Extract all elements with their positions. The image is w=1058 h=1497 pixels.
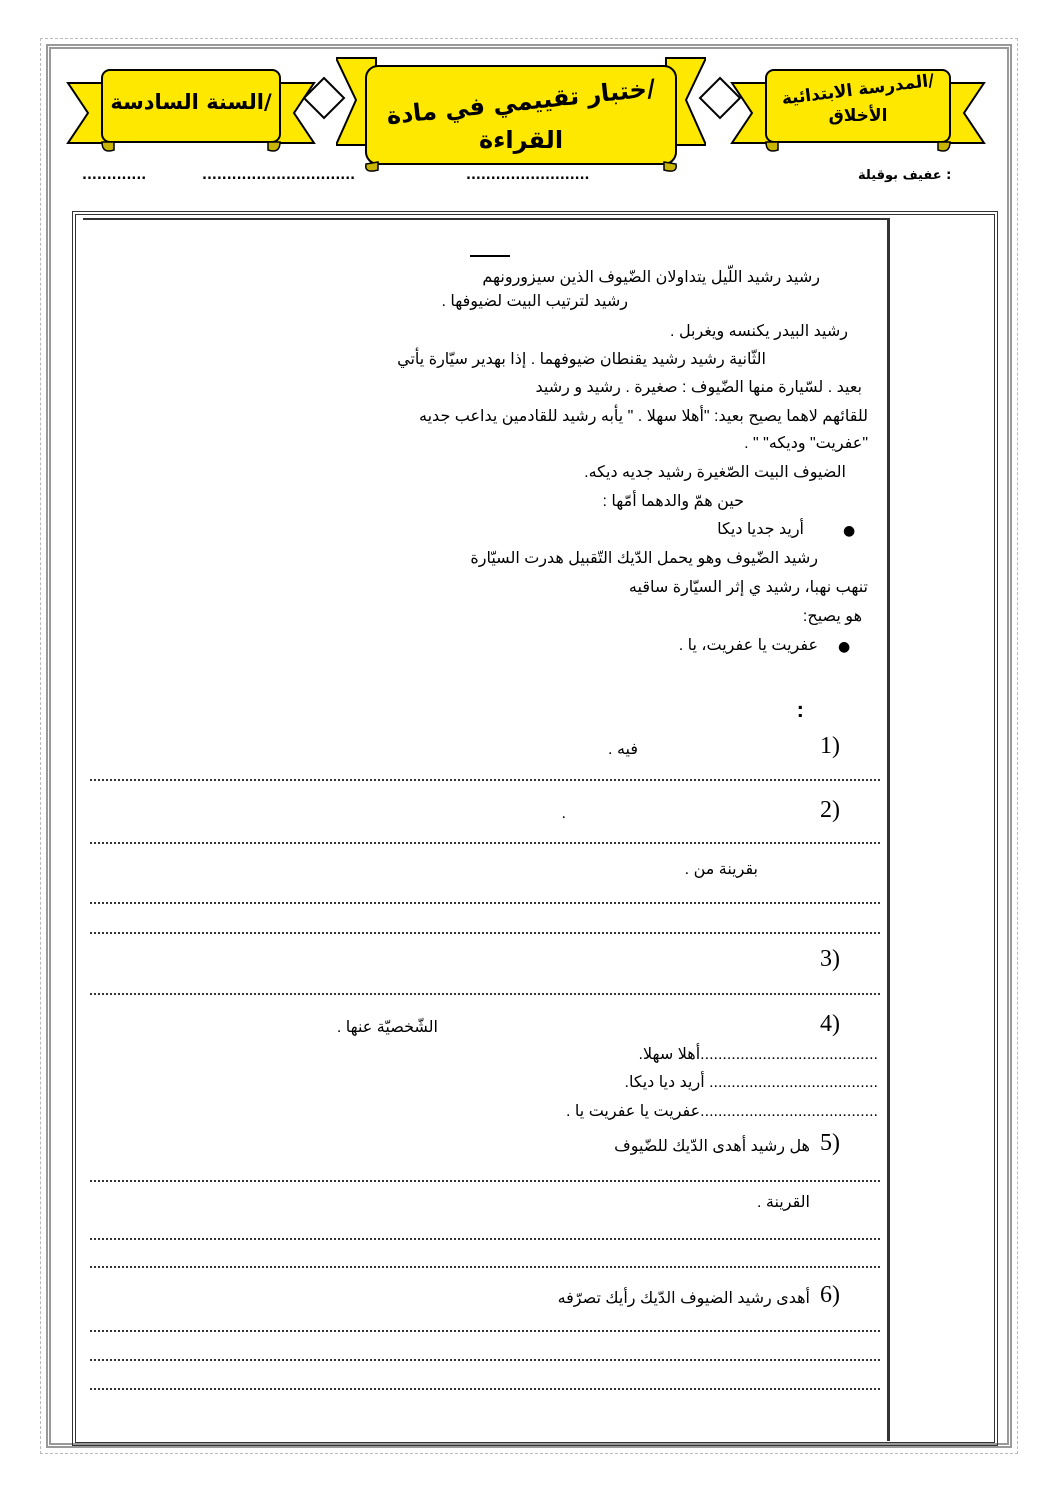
reading-line-7: "عفريت" وديكه" " .: [744, 435, 868, 452]
exam-title-line1: /ختبار تقييمي في مادة: [385, 73, 657, 131]
q4-item-c[interactable]: ........................................عفريت يا عفريت يا .: [566, 1103, 878, 1120]
q2-answer-line-3[interactable]: [90, 928, 880, 934]
reading-line-13: هو يصيح:: [802, 608, 862, 625]
school-banner-line1: /المدرسة الابتدائية: [780, 70, 936, 110]
q3-number: 3): [820, 946, 840, 972]
reading-line-9: حين همّ والدهما أمّها :: [602, 493, 744, 510]
q5-text: هل رشيد أهدى الدّيك للضّيوف: [614, 1138, 810, 1155]
q2-subtext: بقرينة من .: [684, 861, 758, 878]
reading-line-8: الضيوف البيت الصّغيرة رشيد جديه ديكه.: [584, 464, 846, 481]
school-banner-line2: الأخلاق: [828, 106, 888, 126]
q5-answer-line-1[interactable]: [90, 1176, 880, 1182]
reading-line-6: للقائهم لاهما يصيح بعيد: "أهلا سهلا . " يأبه رشيد للقادمين يداعب جديه: [419, 408, 868, 425]
blank-field-2[interactable]: ...............................: [202, 168, 356, 183]
questions-section-marker: :: [796, 697, 804, 722]
blank-field-1[interactable]: .............: [82, 168, 147, 183]
q1-answer-line[interactable]: [90, 775, 880, 781]
bullet-2: ●: [838, 639, 851, 655]
reading-line-4: الثّانية رشيد رشيد يقنطان ضيوفهما . إذا بهدير سيّارة يأتي: [397, 351, 766, 368]
q2-answer-line-2[interactable]: [90, 898, 880, 904]
q6-answer-line-1[interactable]: [90, 1326, 880, 1332]
q5-answer-line-2[interactable]: [90, 1234, 880, 1240]
blank-field-3[interactable]: .........................: [466, 168, 590, 183]
q1-text: فيه .: [608, 741, 638, 758]
reading-line-2: رشيد لترتيب البيت لضيوفها .: [441, 293, 628, 310]
exam-title-banner: [336, 50, 706, 175]
q4-item-b[interactable]: ...................................... أريد ديا ديكا.: [624, 1074, 878, 1091]
grade-column: [889, 218, 988, 1441]
grade-banner-text: /السنة السادسة: [110, 90, 272, 114]
teacher-name: : عفيف بوقيلة: [858, 168, 952, 183]
q2-text: .: [561, 805, 566, 822]
q3-answer-line[interactable]: [90, 989, 880, 995]
q4-number: 4): [820, 1011, 840, 1037]
q6-answer-line-2[interactable]: [90, 1355, 880, 1361]
bullet-1: ●: [843, 523, 856, 539]
q5-subtext: القرينة .: [757, 1194, 810, 1211]
title-overline: [470, 255, 510, 257]
reading-line-12: تنهب نهبا، رشيد ي إثر السيّارة ساقيه: [628, 579, 868, 596]
school-banner: [730, 58, 986, 158]
reading-line-1: رشيد رشيد اللّيل يتداولان الضّيوف الذين سيزورونهم: [482, 269, 820, 286]
reading-line-10: أريد جديا ديكا: [717, 521, 804, 538]
q6-number: 6): [820, 1282, 840, 1308]
content-area: [83, 218, 889, 1441]
q5-number: 5): [820, 1130, 840, 1156]
reading-line-11: رشيد الضّيوف وهو يحمل الدّيك التّقبيل هدرت السيّارة: [470, 550, 818, 567]
q2-answer-line-1[interactable]: [90, 838, 880, 844]
q5-answer-line-3[interactable]: [90, 1262, 880, 1268]
reading-line-14: عفريت يا عفريت، يا .: [678, 637, 818, 654]
q2-number: 2): [820, 797, 840, 823]
reading-line-3: رشيد البيدر يكنسه ويغربل .: [670, 323, 848, 340]
q4-item-a[interactable]: ........................................أهلا سهلا.: [638, 1046, 878, 1063]
exam-title-line2: القراءة: [478, 126, 564, 154]
reading-line-5: بعيد . لسّيارة منها الضّيوف : صغيرة . رشيد و رشيد: [535, 379, 862, 396]
q6-answer-line-3[interactable]: [90, 1384, 880, 1390]
grade-banner: [66, 58, 316, 158]
q4-text: الشّخصيّة عنها .: [336, 1019, 438, 1036]
q1-number: 1): [820, 733, 840, 759]
q6-text: أهدى رشيد الضيوف الدّيك رأيك تصرّفه: [557, 1290, 810, 1307]
